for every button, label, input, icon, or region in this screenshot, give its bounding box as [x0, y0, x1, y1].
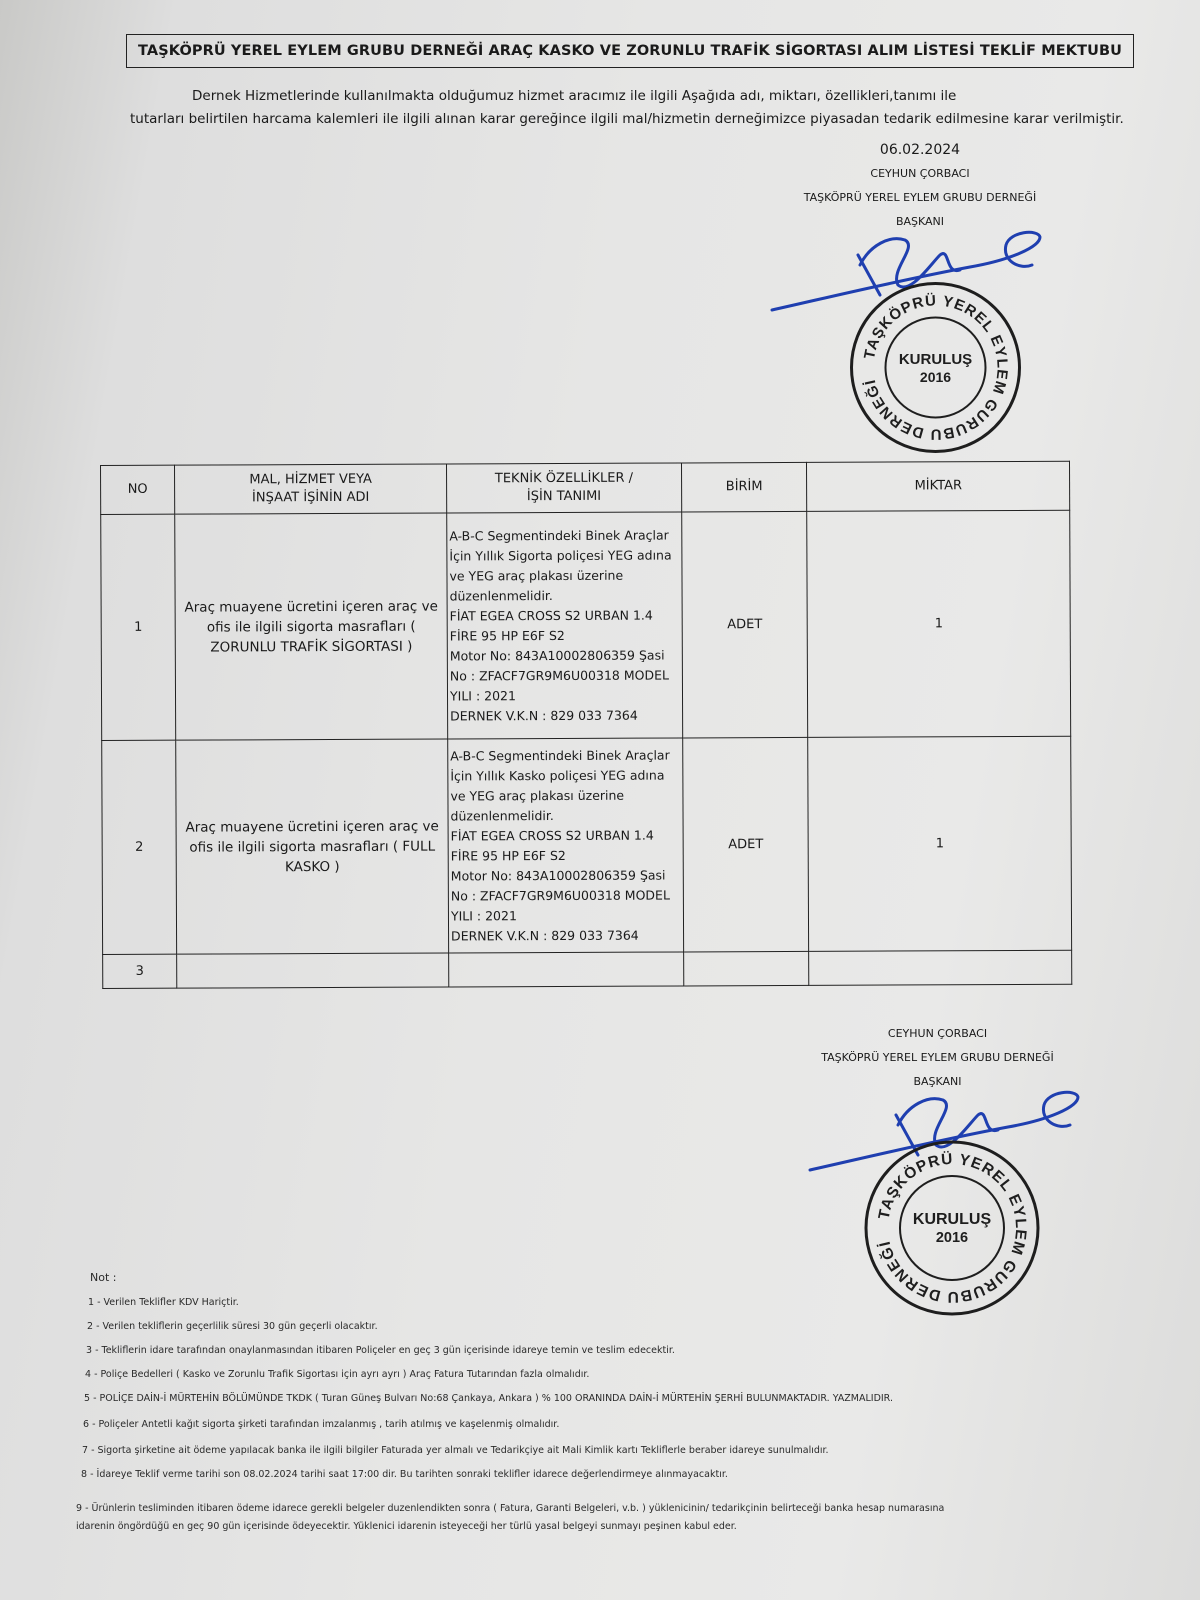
- note-item: 7 - Sigorta şirketine ait ödeme yapılacak banka ile ilgili bilgiler Faturada yer almalı ve Tedarikçiye ait Mali Kimlik kartı Tekliflerle beraber idareye sunulmalıdır.: [82, 1445, 829, 1456]
- header-technical-spec: TEKNİK ÖZELLİKLER / İŞİN TANIMI: [446, 463, 681, 513]
- row-technical-spec: A-B-C Segmentindeki Binek Araçlar İçin Yıllık Kasko poliçesi YEG adına ve YEG araç plakası üzerine düzenlenmelidir. FİAT EGEA CROSS S2 URBAN 1.4 FİRE 95 HP E6F S2 Motor No: 843A10002806359 Şasi No : ZFACF7GR9M6U00318 MODEL YILI : 2021 DERNEK V.K.N : 829 033 7364: [448, 738, 684, 953]
- row-unit: [683, 951, 809, 986]
- row-technical-spec: A-B-C Segmentindeki Binek Araçlar İçin Yıllık Sigorta poliçesi YEG adına ve YEG araç plakası üzerine düzenlenmelidir. FİAT EGEA CROSS S2 URBAN 1.4 FİRE 95 HP E6F S2 Motor No: 843A10002806359 Şasi No : ZFACF7GR9M6U00318 MODEL YILI : 2021 DERNEK V.K.N : 829 033 7364: [447, 512, 683, 739]
- note-item: 9 - Ürünlerin tesliminden itibaren ödeme idarece gerekli belgeler duzenlendikten sonra ( Fatura, Garanti Belgeleri, v.b. ) yüklenicinin/ tedarikçinin belirteceği banka hesap numarasına: [76, 1503, 945, 1514]
- organization-seal-top: [848, 280, 1023, 455]
- table-header-row: [101, 461, 1070, 514]
- note-item: 5 - POLİÇE DAİN-İ MÜRTEHİN BÖLÜMÜNDE TKDK ( Turan Güneş Bulvarı No:68 Çankaya, Ankara ) % 100 ORANINDA DAİN-İ MÜRTEHİN ŞERHİ BULUNMAKTADIR. YAZMALIDIR.: [84, 1393, 893, 1404]
- seal-center-line-2: 2016: [935, 1230, 969, 1246]
- row-no: 1: [101, 514, 176, 740]
- signatory-name: CEYHUN ÇORBACI: [887, 1027, 988, 1040]
- row-no: 2: [102, 740, 177, 954]
- seal-center-line-1: KURULUŞ: [898, 351, 973, 368]
- row-item-name: Araç muayene ücretini içeren araç ve ofis ile ilgili sigorta masrafları ( ZORUNLU TRAFİK SİGORTASI ): [175, 513, 448, 740]
- organization-seal-bottom: [862, 1138, 1042, 1318]
- row-unit: ADET: [681, 511, 808, 738]
- intro-line-1: Dernek Hizmetlerinde kullanılmakta olduğumuz hizmet aracımız ile ilgili Aşağıda adı, miktarı, özellikleri,tanımı ile: [192, 88, 957, 104]
- row-quantity: 1: [808, 736, 1072, 951]
- seal-ring-text: TAŞKÖPRÜ YEREL EYLEM GURUBU DERNEĞİ: [875, 1150, 1030, 1306]
- signature-block-bottom: [820, 1022, 1055, 1094]
- note-item: 3 - Tekliflerin idare tarafından onaylanmasından itibaren Poliçeler en geç 3 gün içerisinde idareye temin ve teslim edecektir.: [86, 1345, 675, 1356]
- header-item-name: MAL, HİZMET VEYA İNŞAAT İŞİNİN ADI: [175, 464, 447, 514]
- document-title: TAŞKÖPRÜ YEREL EYLEM GRUBU DERNEĞİ ARAÇ KASKO VE ZORUNLU TRAFİK SİGORTASI ALIM LİSTESİ TEKLİF MEKTUBU: [126, 34, 1134, 68]
- note-item: 1 - Verilen Teklifler KDV Hariçtir.: [88, 1297, 239, 1308]
- signatory-role: BAŞKANI: [895, 215, 945, 228]
- row-quantity: 1: [807, 510, 1071, 737]
- seal-center-line-1: KURULUŞ: [912, 1211, 992, 1228]
- note-item: 2 - Verilen tekliflerin geçerlilik süresi 30 gün geçerli olacaktır.: [87, 1321, 378, 1332]
- row-no: 3: [103, 954, 177, 988]
- row-unit: ADET: [682, 737, 809, 952]
- document-date: 06.02.2024: [879, 142, 961, 158]
- row-quantity: [809, 950, 1072, 985]
- table-row: [101, 510, 1071, 740]
- seal-center-line-2: 2016: [919, 369, 952, 385]
- seal-ring-text: TAŞKÖPRÜ YEREL EYLEM GURUBU DERNEĞİ: [861, 292, 1011, 443]
- note-item: 4 - Poliçe Bedelleri ( Kasko ve Zorunlu Trafik Sigortası için ayrı ayrı ) Araç Fatura Tutarından fazla olmalıdır.: [85, 1369, 590, 1380]
- note-item: 8 - İdareye Teklif verme tarihi son 08.02.2024 tarihi saat 17:00 dir. Bu tarihten sonraki teklifler idarece değerlendirmeye alınmayacaktır.: [81, 1469, 728, 1480]
- note-item: idarenin öngördüğü en geç 90 gün içerisinde ödeyecektir. Yüklenici idarenin isteyeceği her türlü yasal belgeyi sunmayı peşinen kabul eder.: [76, 1521, 737, 1532]
- signature-block-top: [800, 138, 1040, 234]
- row-item-name: [177, 953, 449, 988]
- header-unit: BİRİM: [681, 462, 807, 512]
- items-table: [100, 461, 1072, 989]
- note-item: 6 - Poliçeler Antetli kağıt sigorta şirketi tarafından imzalanmış , tarih atılmış ve kaşelenmiş olmalıdır.: [83, 1419, 560, 1430]
- table-row: [103, 950, 1072, 988]
- row-item-name: Araç muayene ücretini içeren araç ve ofis ile ilgili sigorta masrafları ( FULL KASKO ): [176, 739, 449, 954]
- table-row: [102, 736, 1072, 954]
- signatory-name: CEYHUN ÇORBACI: [870, 167, 970, 180]
- signatory-organization: TAŞKÖPRÜ YEREL EYLEM GRUBU DERNEĞİ: [803, 191, 1037, 204]
- signatory-organization: TAŞKÖPRÜ YEREL EYLEM GRUBU DERNEĞİ: [821, 1051, 1054, 1064]
- notes-heading: Not :: [90, 1271, 117, 1284]
- signatory-role: BAŞKANI: [913, 1075, 962, 1088]
- row-technical-spec: [449, 952, 684, 987]
- intro-line-2: tutarları belirtilen harcama kalemleri ile ilgili alınan karar gereğince ilgili mal/hizmetin derneğimizce piyasadan tedarik edilmesine karar verilmiştir.: [130, 111, 1124, 127]
- header-no: NO: [101, 465, 175, 514]
- header-quantity: MİKTAR: [807, 461, 1070, 511]
